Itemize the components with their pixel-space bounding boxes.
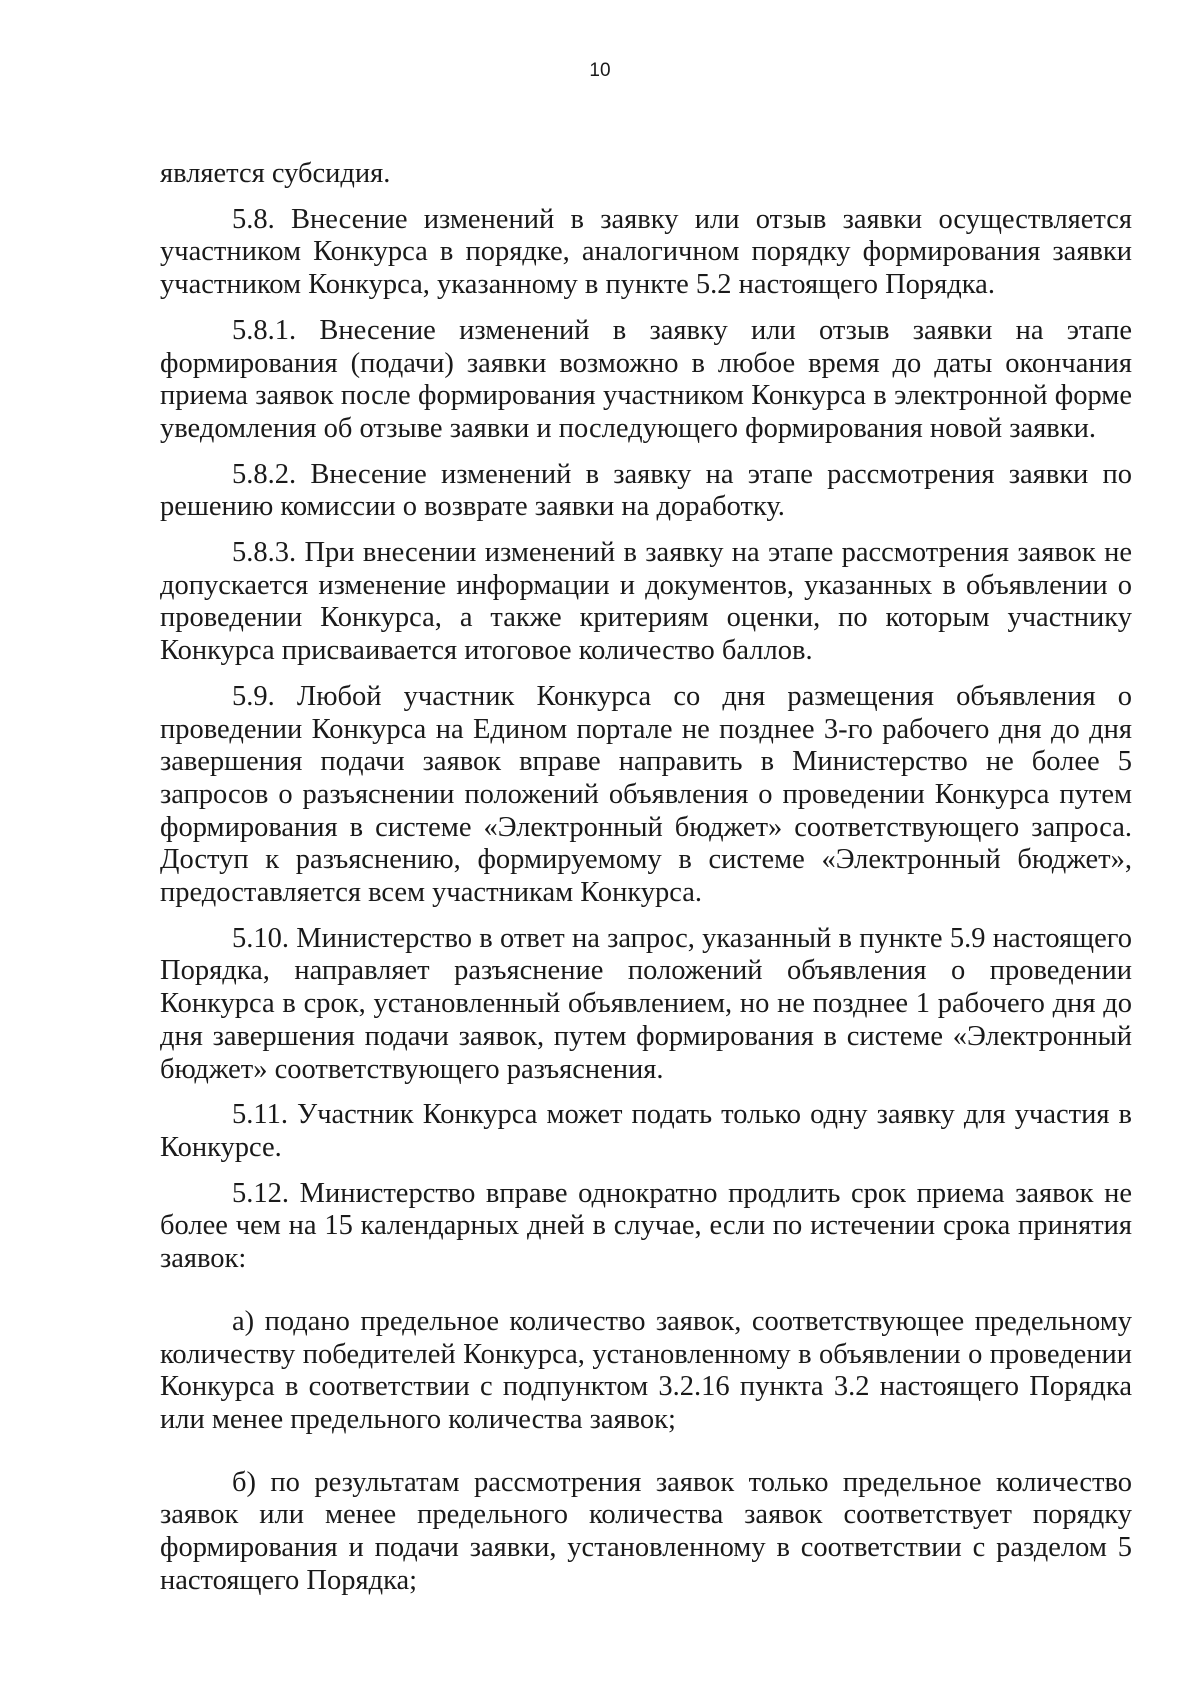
paragraph-5-12-b: б) по результатам рассмотрения заявок только предельное количество заявок или менее предельного количества заявок соответствует порядку формирования и подачи заявки, установленному в соответствии с разделом 5 настоящего Порядка; <box>160 1466 1132 1596</box>
paragraph-5-8-2: 5.8.2. Внесение изменений в заявку на этапе рассмотрения заявки по решению комиссии о возврате заявки на доработку. <box>160 458 1132 523</box>
paragraph-continuation: является субсидия. <box>160 158 391 189</box>
paragraph-5-11: 5.11. Участник Конкурса может подать только одну заявку для участия в Конкурсе. <box>160 1099 1132 1163</box>
paragraph-5-8: 5.8. Внесение изменений в заявку или отзыв заявки осуществляется участником Конкурса в порядке, аналогичном порядку формирования заявки участником Конкурса, указанному в пункте 5.2 настоящего Порядка. <box>160 203 1132 301</box>
paragraph-5-12: 5.12. Министерство вправе однократно продлить срок приема заявок не более чем на 15 календарных дней в случае, если по истечении срока принятия заявок: <box>160 1177 1132 1275</box>
page-number: 10 <box>589 60 611 81</box>
paragraph-5-9: 5.9. Любой участник Конкурса со дня размещения объявления о проведении Конкурса на Едином портале не позднее 3-го рабочего дня до дня завершения подачи заявок вправе направить в Министерство не более 5 запросов о разъяснении положений объявления о проведении Конкурса путем формирования в системе «Электронный бюджет» соответствующего запроса. Доступ к разъяснению, формируемому в системе «Электронный бюджет», предоставляется всем участникам Конкурса. <box>160 680 1132 909</box>
paragraph-5-8-1: 5.8.1. Внесение изменений в заявку или отзыв заявки на этапе формирования (подачи) заявки возможно в любое время до даты окончания приема заявок после формирования участником Конкурса в электронной форме уведомления об отзыве заявки и последующего формирования новой заявки. <box>160 314 1132 444</box>
paragraph-5-8-3: 5.8.3. При внесении изменений в заявку на этапе рассмотрения заявок не допускается изменение информации и документов, указанных в объявлении о проведении Конкурса, а также критериям оценки, по которым участнику Конкурса присваивается итоговое количество баллов. <box>160 537 1132 667</box>
paragraph-5-12-a: а) подано предельное количество заявок, соответствующее предельному количеству победителей Конкурса, установленному в объявлении о проведении Конкурса в соответствии с подпунктом 3.2.16 пункта 3.2 настоящего Порядка или менее предельного количества заявок; <box>160 1305 1132 1435</box>
paragraph-5-10: 5.10. Министерство в ответ на запрос, указанный в пункте 5.9 настоящего Порядка, направляет разъяснение положений объявления о проведении Конкурса в срок, установленный объявлением, но не позднее 1 рабочего дня до дня завершения подачи заявок, путем формирования в системе «Электронный бюджет» соответствующего разъяснения. <box>160 922 1132 1085</box>
document-body <box>160 158 1132 1610</box>
